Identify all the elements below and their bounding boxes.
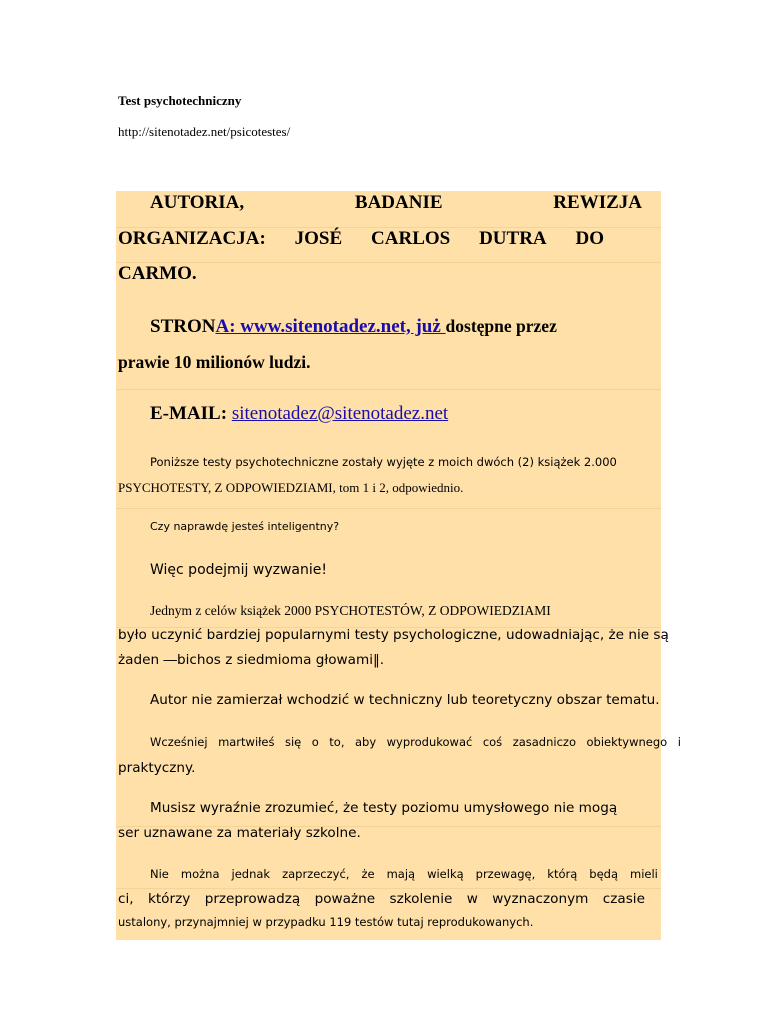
word: jednak — [231, 867, 271, 881]
word: przeprowadzą — [204, 891, 301, 907]
word: DUTRA — [479, 228, 547, 249]
advantage-line-1 — [150, 867, 658, 881]
word: szkolenie — [389, 891, 453, 907]
word: aby — [355, 735, 377, 749]
understand-line-2: ser uznawane za materiały szkolne. — [118, 825, 361, 841]
site-text: dostępne przez — [445, 316, 557, 336]
site-line-1 — [150, 316, 557, 338]
word: wyprodukować — [386, 735, 473, 749]
row-divider — [116, 389, 661, 390]
site-line-2: prawie 10 milionów ludzi. — [118, 352, 311, 372]
word: JOSÉ — [294, 228, 343, 249]
email-line — [150, 403, 544, 425]
goal-line-3: żaden ―bichos z siedmioma głowami‖. — [118, 652, 385, 668]
word: zasadniczo — [512, 735, 576, 749]
advantage-line-2 — [118, 891, 645, 907]
authors-line-2 — [118, 228, 604, 250]
row-divider — [116, 888, 661, 889]
concern-line-2: praktyczny. — [118, 760, 196, 776]
email-link[interactable]: sitenotadez@sitenotadez.net — [231, 403, 449, 424]
word: którą — [547, 867, 578, 881]
word: BADANIE — [354, 192, 443, 213]
word: czasie — [602, 891, 645, 907]
word: mają — [386, 867, 416, 881]
source-url[interactable]: http://sitenotadez.net/psicotestes/ — [118, 124, 291, 139]
word: się — [284, 735, 302, 749]
word: wielką — [427, 867, 464, 881]
authors-line-1 — [150, 192, 642, 214]
authors-line-3: CARMO. — [118, 263, 197, 284]
word: mieli — [630, 867, 658, 881]
row-divider — [116, 262, 661, 263]
word: to, — [329, 735, 345, 749]
word: zaprzeczyć, — [282, 867, 350, 881]
word: DO — [575, 228, 604, 249]
understand-line-1: Musisz wyraźnie zrozumieć, że testy poziomu umysłowego nie mogą — [150, 800, 618, 816]
row-divider — [116, 508, 661, 509]
word: ORGANIZACJA: — [118, 228, 266, 249]
word: przewagę, — [475, 867, 536, 881]
word: w — [466, 891, 478, 907]
word: Wcześniej — [150, 735, 208, 749]
email-label: E-MAIL: — [150, 403, 232, 424]
concern-line-1 — [150, 735, 681, 749]
author-intent-text: Autor nie zamierzał wchodzić w techniczny lub teoretyczny obszar tematu. — [150, 692, 660, 708]
word: Nie — [150, 867, 169, 881]
challenge-text: Więc podejmij wyzwanie! — [150, 562, 327, 578]
word: ci, — [118, 891, 134, 907]
word: można — [180, 867, 220, 881]
word: CARLOS — [371, 228, 451, 249]
word: martwiłeś — [218, 735, 275, 749]
site-label: STRON — [150, 316, 216, 337]
advantage-line-3: ustalony, przynajmniej w przypadku 119 testów tutaj reprodukowanych. — [118, 915, 534, 929]
word: wyznaczonym — [492, 891, 589, 907]
word: poważne — [314, 891, 376, 907]
question-text: Czy naprawdę jesteś inteligentny? — [150, 520, 340, 533]
word: AUTORIA, — [150, 192, 245, 213]
site-link[interactable]: A: www.sitenotadez.net, już — [215, 316, 446, 337]
goal-line-1: Jednym z celów książek 2000 PSYCHOTESTÓW, Z ODPOWIEDZIAMI — [150, 603, 551, 618]
word: którzy — [147, 891, 191, 907]
word: obiektywnego — [586, 735, 668, 749]
word: o — [311, 735, 319, 749]
goal-line-2: było uczynić bardziej popularnymi testy psychologiczne, udowadniając, że nie są — [118, 627, 669, 643]
word: i — [677, 735, 681, 749]
word: REWIZJA — [553, 192, 642, 213]
word: że — [361, 867, 375, 881]
word: coś — [482, 735, 503, 749]
document-title: Test psychotechniczny — [118, 93, 242, 108]
intro-line-2: PSYCHOTESTY, Z ODPOWIEDZIAMI, tom 1 i 2, odpowiednio. — [118, 480, 464, 495]
word: będą — [589, 867, 618, 881]
intro-line-1: Poniższe testy psychotechniczne zostały wyjęte z moich dwóch (2) książek 2.000 — [150, 455, 617, 469]
